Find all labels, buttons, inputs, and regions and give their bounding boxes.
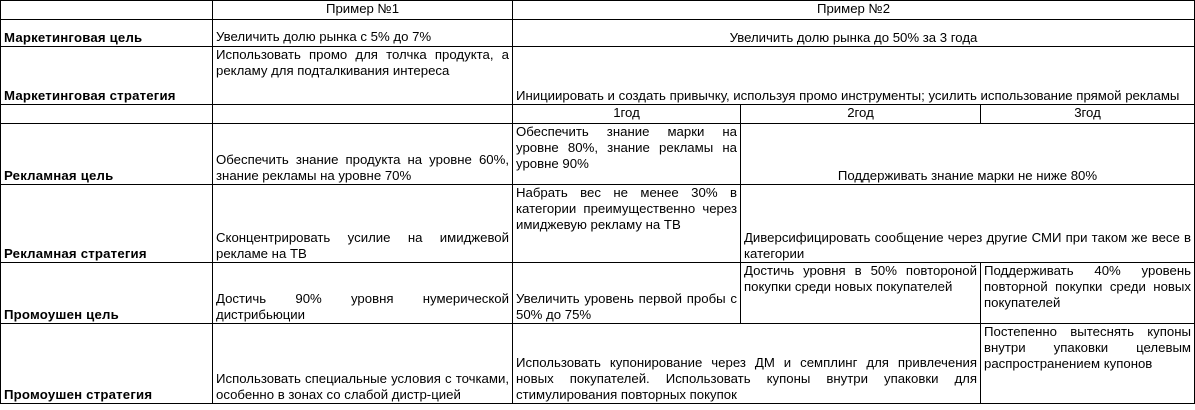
ad-goal-years23: Поддерживать знание марки не ниже 80% (741, 124, 1195, 185)
corner-cell (1, 1, 213, 20)
ad-goal-ex1: Обеспечить знание продукта на уровне 60%, знание рекламы на уровне 70% (213, 124, 513, 185)
row-ad-goal (1, 124, 1195, 185)
label-ad-goal: Рекламная цель (1, 124, 213, 185)
ad-goal-year1: Обеспечить знание марки на уровне 80%, знание рекламы на уровне 90% (513, 124, 741, 185)
row-years (1, 105, 1195, 124)
promo-strategy-ex1: Использовать специальные условия с точками, особенно в зонах со слабой дистр-цией (213, 324, 513, 404)
year-1-header: 1год (513, 105, 741, 124)
row-marketing-strategy (1, 47, 1195, 105)
year-2-header: 2год (741, 105, 981, 124)
years-blank-ex1 (213, 105, 513, 124)
header-example-2: Пример №2 (513, 1, 1195, 20)
label-marketing-goal: Маркетинговая цель (1, 20, 213, 47)
label-promo-goal: Промоушен цель (1, 263, 213, 324)
promo-goal-year2: Достичь уровня в 50% повтороной покупки среди новых покупателей (741, 263, 981, 324)
promo-goal-year3: Поддерживать 40% уровень повторной покупки среди новых покупателей (981, 263, 1195, 324)
year-3-header: 3год (981, 105, 1195, 124)
header-row (1, 1, 1195, 20)
label-marketing-strategy: Маркетинговая стратегия (1, 47, 213, 105)
promo-goal-ex1: Достичь 90% уровня нумерической дистрибьюции (213, 263, 513, 324)
marketing-strategy-ex1: Использовать промо для толчка продукта, а рекламу для подталкивания интереса (213, 47, 513, 105)
marketing-goal-ex1: Увеличить долю рынка с 5% до 7% (213, 20, 513, 47)
ad-strategy-ex1: Сконцентрировать усилие на имиджевой рекламе на ТВ (213, 185, 513, 263)
marketing-strategy-ex2: Инициировать и создать привычку, используя промо инструменты; усилить использование прямой рекламы (513, 47, 1195, 105)
marketing-goal-ex2: Увеличить долю рынка до 50% за 3 года (513, 20, 1195, 47)
promo-strategy-years12: Использовать купонирование через ДМ и семплинг для привлечения новых покупателей. Использовать купоны внутри упаковки для стимулирования повторных покупок (513, 324, 981, 404)
label-promo-strategy: Промоушен стратегия (1, 324, 213, 404)
row-promo-strategy (1, 324, 1195, 404)
label-ad-strategy: Рекламная стратегия (1, 185, 213, 263)
row-ad-strategy (1, 185, 1195, 263)
promo-strategy-year3: Постепенно вытеснять купоны внутри упаковки целевым распространением купонов (981, 324, 1195, 404)
ad-strategy-years23: Диверсифицировать сообщение через другие СМИ при таком же весе в категории (741, 185, 1195, 263)
row-marketing-goal (1, 20, 1195, 47)
header-example-1: Пример №1 (213, 1, 513, 20)
years-blank-label (1, 105, 213, 124)
promo-goal-year1: Увеличить уровень первой пробы с 50% до 75% (513, 263, 741, 324)
ad-strategy-year1: Набрать вес не менее 30% в категории преимущественно через имиджевую рекламу на ТВ (513, 185, 741, 263)
row-promo-goal (1, 263, 1195, 324)
